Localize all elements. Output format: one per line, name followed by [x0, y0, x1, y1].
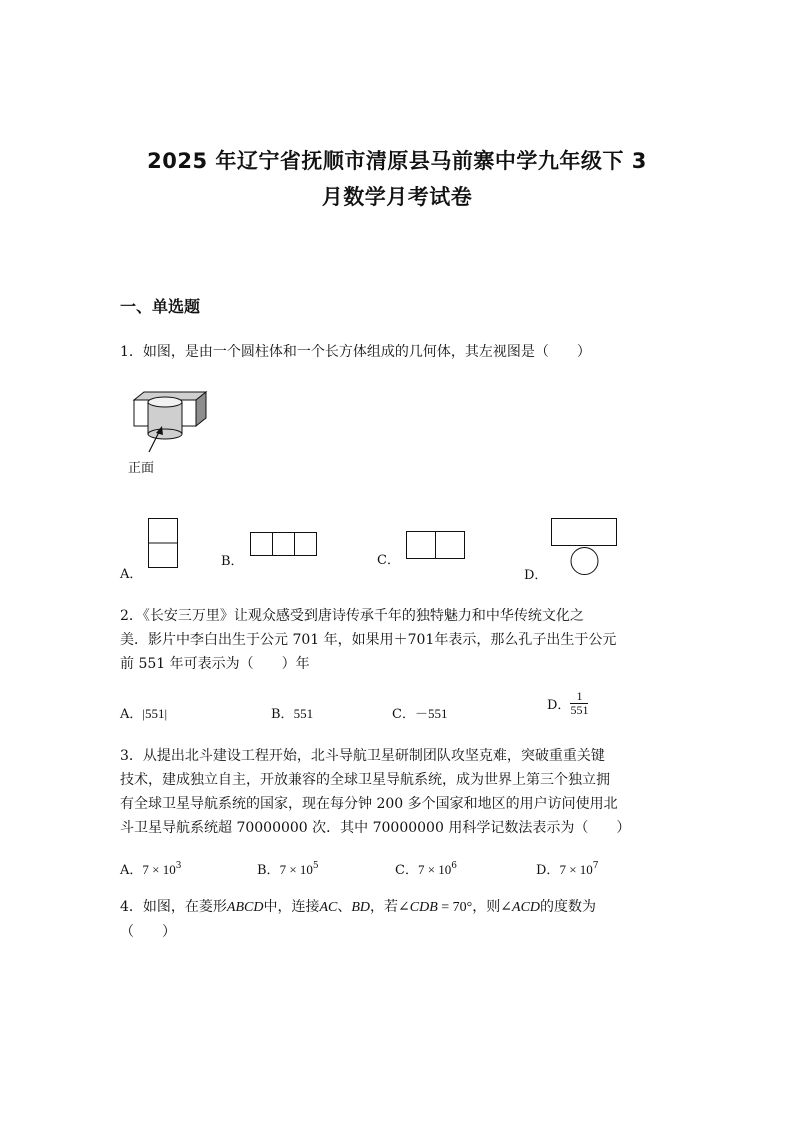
q4-math-angle-acd: ACD — [512, 900, 541, 915]
q3-option-b-label: B． — [257, 863, 280, 878]
q2-option-b-label: B． — [271, 707, 294, 722]
option-d-label: D． — [524, 568, 548, 583]
q3-option-c — [395, 859, 457, 878]
q3-option-a-label: A． — [120, 863, 143, 878]
question-3-line-2: 技术，建成独立自主，开放兼容的全球卫星导航系统，成为世界上第三个独立拥 — [120, 772, 610, 788]
q4-text-part: 、 — [337, 899, 352, 915]
q3-option-c-label: C． — [395, 863, 418, 878]
q3-option-d-base: 7 × 10 — [559, 862, 593, 877]
q3-option-d-exponent: 7 — [592, 861, 599, 871]
q2-option-d-label: D． — [547, 698, 571, 713]
option-d-figure — [551, 518, 618, 576]
option-a-label: A． — [120, 567, 143, 582]
question-2-line-2: 美．影片中李白出生于公元 701 年，如果用＋701年表示，那么孔子出生于公元 — [120, 632, 617, 648]
q3-option-a-exponent: 3 — [175, 861, 182, 871]
q3-option-b-base: 7 × 10 — [279, 862, 313, 877]
title-line-2: 月数学月考试卷 — [321, 185, 473, 209]
q4-text-part: = 70°，则∠ — [437, 900, 513, 915]
question-3-text — [120, 744, 676, 840]
q4-math-angle-cdb: CDB — [409, 900, 438, 915]
question-2-line-3: 前 551 年可表示为（ ）年 — [120, 656, 310, 672]
q3-option-a-base: 7 × 10 — [142, 862, 176, 877]
q2-option-c — [392, 703, 447, 722]
question-3-line-3: 有全球卫星导航系统的国家，现在每分钟 200 多个国家和地区的用户访问使用北 — [120, 796, 618, 812]
q4-text-part: 中，连接 — [263, 899, 320, 915]
q2-option-d — [547, 690, 588, 717]
q4-math-segment-bd: BD — [351, 900, 371, 915]
q3-option-b-exponent: 5 — [312, 861, 319, 871]
q2-option-a-label: A． — [120, 707, 143, 722]
q3-option-b — [257, 859, 319, 878]
q2-option-d-fraction — [570, 690, 588, 717]
document-title — [80, 143, 714, 215]
option-c-figure — [406, 531, 466, 560]
q4-text-part: 4．如图，在菱形 — [120, 899, 227, 915]
q2-option-a-value: |551| — [142, 706, 168, 721]
question-4-line-2: （ ） — [120, 924, 176, 940]
q2-option-b — [271, 703, 313, 722]
section-heading: 一、单选题 — [120, 297, 201, 316]
question-2-text — [120, 604, 676, 676]
q3-option-a — [120, 859, 181, 878]
question-4-line-1 — [120, 895, 676, 920]
fraction-denominator: 551 — [570, 703, 589, 717]
question-4-text — [120, 895, 676, 944]
option-a-figure — [148, 518, 179, 569]
q4-text-part: ，若∠ — [370, 899, 410, 915]
question-2-line-1: 2．《长安三万里》让观众感受到唐诗传承千年的独特魅力和中华传统文化之 — [120, 608, 584, 624]
arrow-icon — [146, 424, 166, 454]
q4-math-segment-ac: AC — [319, 900, 338, 915]
q2-option-b-value: 551 — [293, 706, 314, 721]
q2-option-a — [120, 703, 167, 722]
question-3-line-4: 斗卫星导航系统超 70000000 次．其中 70000000 用科学记数法表示为（ ） — [120, 820, 631, 836]
q3-option-c-exponent: 6 — [451, 861, 458, 871]
figure-label-front: 正面 — [128, 461, 155, 476]
q2-option-c-value: －551 — [414, 706, 448, 721]
q2-option-c-label: C． — [392, 707, 415, 722]
option-b-label: B． — [221, 554, 244, 569]
q3-option-c-base: 7 × 10 — [417, 862, 452, 877]
fraction-numerator: 1 — [570, 690, 588, 704]
question-3-line-1: 3．从提出北斗建设工程开始，北斗导航卫星研制团队攻坚克难，突破重重关键 — [120, 748, 605, 764]
q4-text-part: 的度数为 — [540, 899, 597, 915]
q3-option-d — [536, 859, 599, 878]
option-b-figure — [250, 532, 318, 557]
option-c-label: C． — [377, 553, 400, 568]
title-line-1: 2025 年辽宁省抚顺市清原县马前寨中学九年级下 3 — [147, 149, 647, 173]
q4-math-rhombus: ABCD — [226, 900, 264, 915]
question-1-text: 1．如图，是由一个圆柱体和一个长方体组成的几何体，其左视图是（ ） — [120, 344, 591, 360]
question-1-figure — [128, 388, 212, 440]
q3-option-d-label: D． — [536, 863, 560, 878]
